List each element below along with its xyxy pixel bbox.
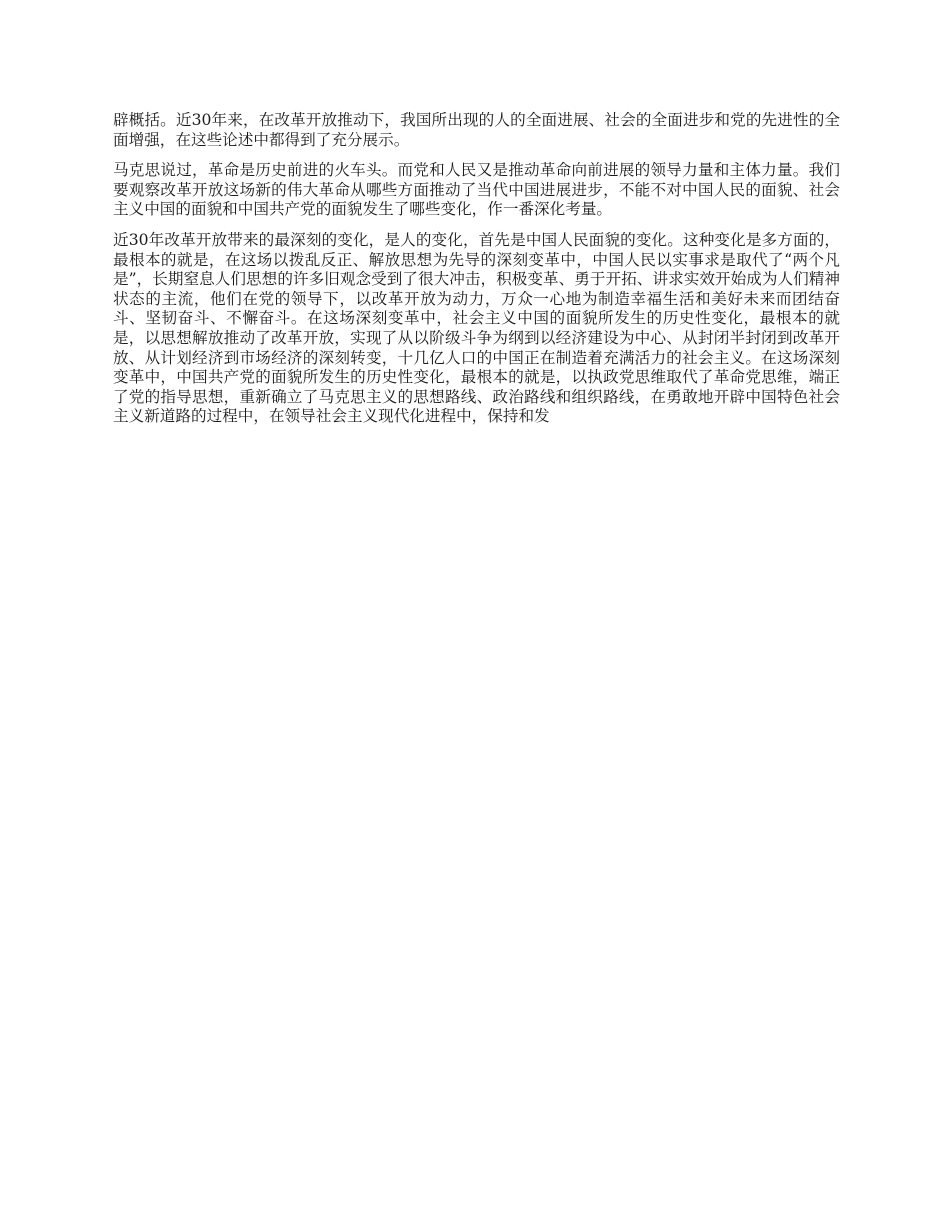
paragraph-1: 辟概括。近30年来，在改革开放推动下，我国所出现的人的全面进展、社会的全面进步和党的先进性的全面增强，在这些论述中都得到了充分展示。 <box>113 111 840 149</box>
document-page <box>113 111 840 438</box>
paragraph-3: 近30年改革开放带来的最深刻的变化，是人的变化，首先是中国人民面貌的变化。这种变化是多方面的，最根本的就是，在这场以拨乱反正、解放思想为先导的深刻变革中，中国人民以实事求是取代了“两个凡是”，长期窒息人们思想的许多旧观念受到了很大冲击，积极变革、勇于开拓、讲求实效开始成为人们精神状态的主流，他们在党的领导下，以改革开放为动力，万众一心地为制造幸福生活和美好未来而团结奋斗、坚韧奋斗、不懈奋斗。在这场深刻变革中，社会主义中国的面貌所发生的历史性变化，最根本的就是，以思想解放推动了改革开放，实现了从以阶级斗争为纲到以经济建设为中心、从封闭半封闭到改革开放、从计划经济到市场经济的深刻转变，十几亿人口的中国正在制造着充满活力的社会主义。在这场深刻变革中，中国共产党的面貌所发生的历史性变化，最根本的就是，以执政党思维取代了革命党思维，端正了党的指导思想，重新确立了马克思主义的思想路线、政治路线和组织路线，在勇敢地开辟中国特色社会主义新道路的过程中，在领导社会主义现代化进程中，保持和发 <box>113 230 840 426</box>
paragraph-2: 马克思说过，革命是历史前进的火车头。而党和人民又是推动革命向前进展的领导力量和主体力量。我们要观察改革开放这场新的伟大革命从哪些方面推动了当代中国进展进步，不能不对中国人民的面貌、社会主义中国的面貌和中国共产党的面貌发生了哪些变化，作一番深化考量。 <box>113 161 840 219</box>
